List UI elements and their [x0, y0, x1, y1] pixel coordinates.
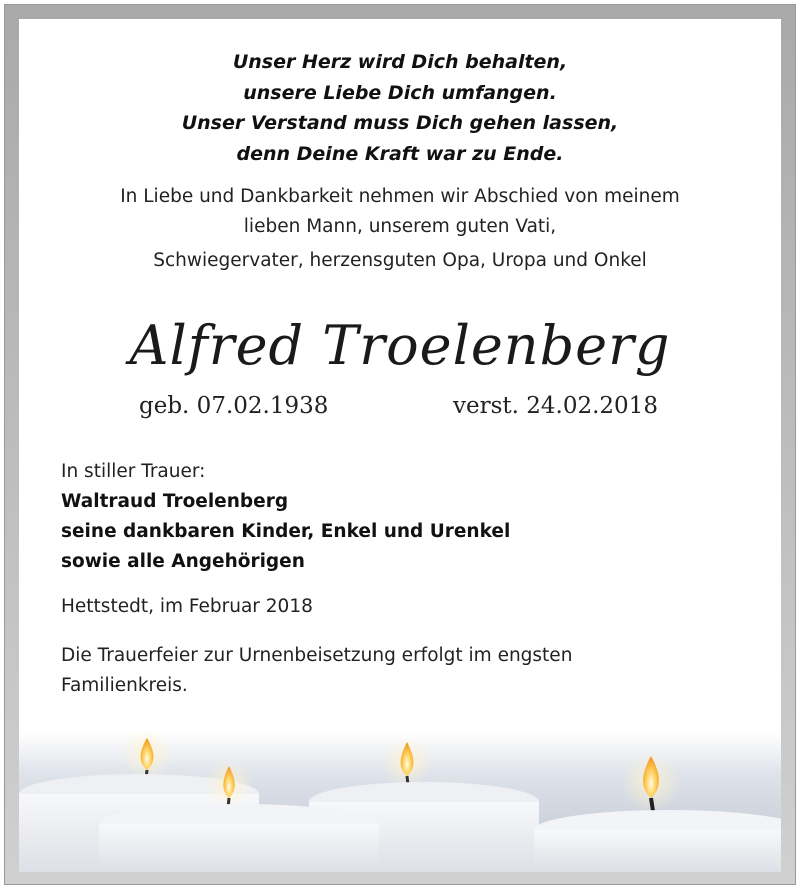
- mourners-heading: In stiller Trauer:: [61, 461, 206, 482]
- place-date: Hettstedt, im Februar 2018: [61, 596, 313, 617]
- mourner-name: sowie alle Angehörigen: [61, 551, 305, 572]
- poem-line: unsere Liebe Dich umfangen.: [243, 81, 557, 104]
- mourner-name: Waltraud Troelenberg: [61, 491, 289, 512]
- mourners: [61, 457, 510, 577]
- notice-body: [19, 19, 781, 872]
- intro-line: Schwiegervater, herzensguten Opa, Uropa und Onkel: [153, 250, 647, 271]
- poem-line: Unser Herz wird Dich behalten,: [232, 51, 568, 73]
- poem: [19, 47, 781, 169]
- ceremony-note: Die Trauerfeier zur Urnenbeisetzung erfolgt im engsten Familienkreis.: [61, 645, 573, 696]
- birth-date: geb. 07.02.1938: [139, 393, 329, 419]
- notice-frame: [4, 4, 796, 885]
- candles-image: [19, 732, 781, 872]
- poem-line: denn Deine Kraft war zu Ende.: [236, 142, 564, 165]
- poem-line: Unser Verstand muss Dich gehen lassen,: [181, 112, 619, 134]
- mourner-name: seine dankbaren Kinder, Enkel und Urenkel: [61, 521, 511, 542]
- deceased-name: Alfred Troelenberg: [129, 314, 671, 377]
- intro-line: lieben Mann, unserem guten Vati,: [243, 216, 557, 237]
- death-date: verst. 24.02.2018: [453, 393, 658, 419]
- intro-line: In Liebe und Dankbarkeit nehmen wir Abschied von meinem: [120, 186, 680, 207]
- intro-text: [19, 182, 781, 276]
